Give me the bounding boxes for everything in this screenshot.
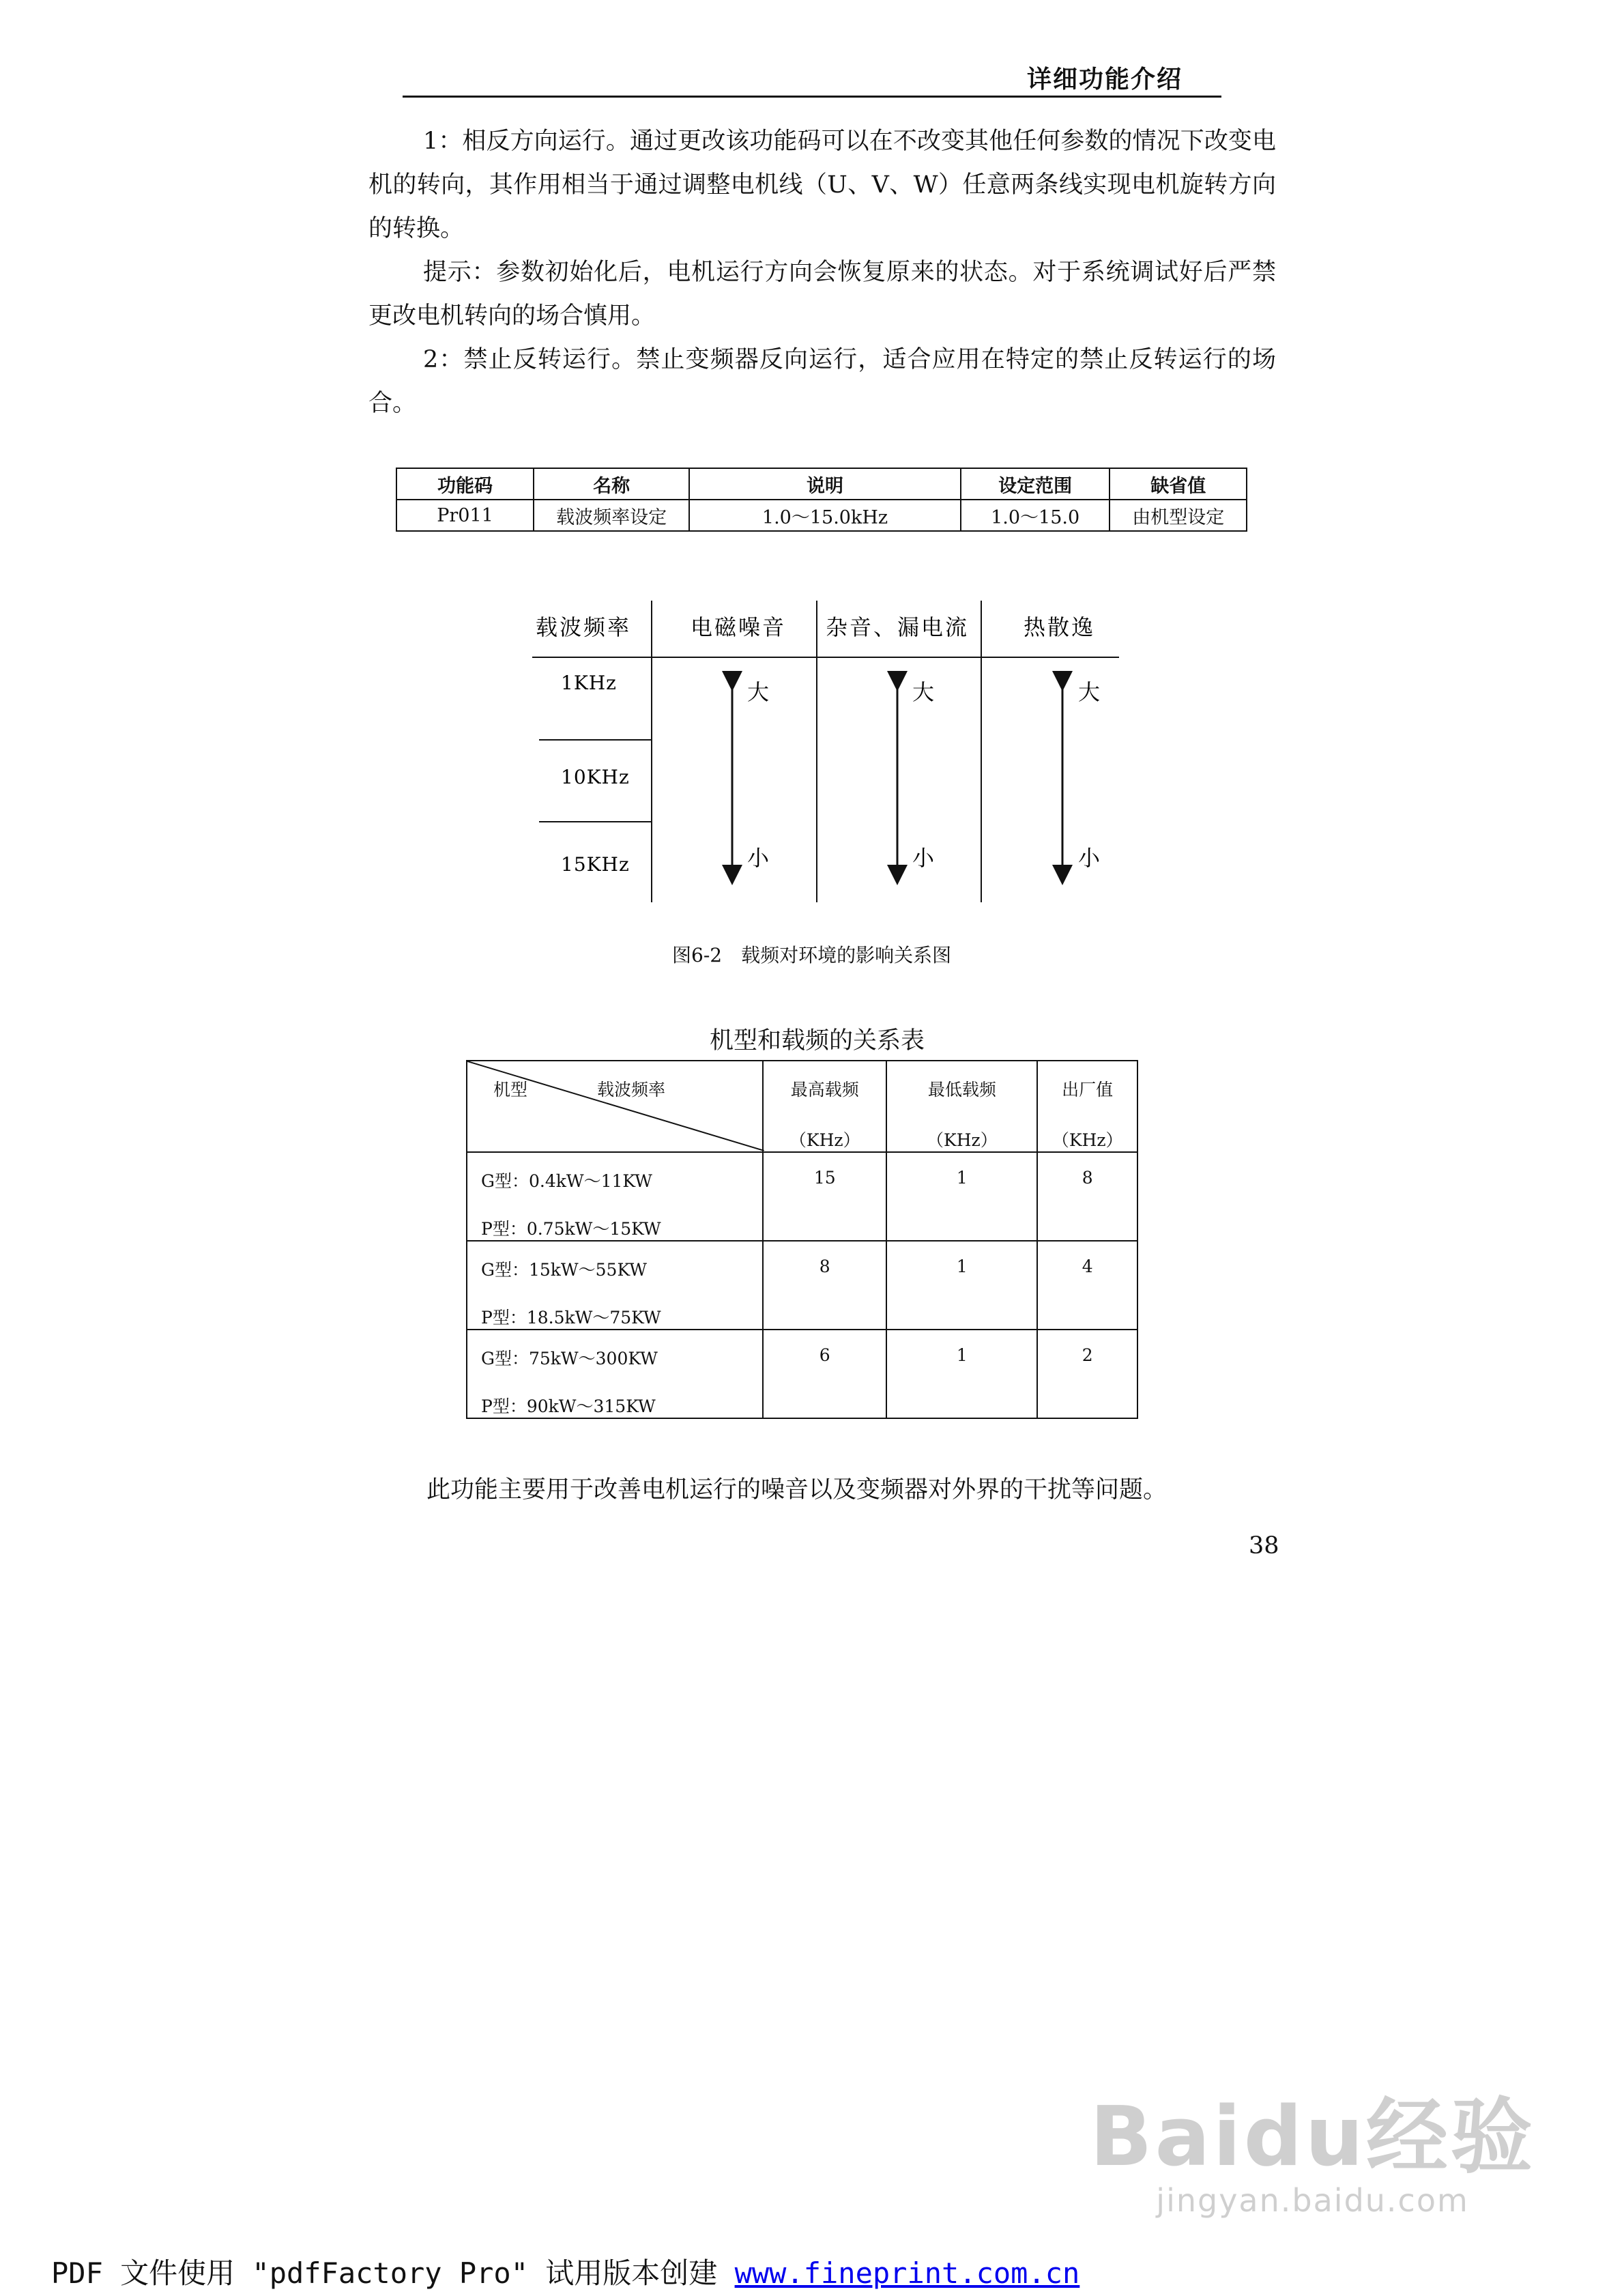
freq-label-10k: 10KHz	[561, 766, 630, 788]
table-header-cell: 说明	[689, 468, 961, 500]
watermark-url: jingyan.baidu.com	[1156, 2182, 1469, 2219]
table-cell: 1.0～15.0kHz	[689, 500, 961, 531]
label-small: 小	[912, 845, 937, 871]
label-small: 小	[1078, 845, 1103, 871]
min-cell: 1	[886, 1241, 1037, 1330]
footer-link[interactable]: www.fineprint.com.cn	[734, 2256, 1080, 2290]
label-big: 大	[747, 679, 772, 705]
paragraph-note: 提示：参数初始化后，电机运行方向会恢复原来的状态。对于系统调试好后严禁更改电机转向的场合慎用。	[368, 259, 1276, 330]
baidu-watermark	[1090, 2071, 1535, 2219]
default-cell: 4	[1037, 1241, 1137, 1330]
closing-paragraph: 此功能主要用于改善电机运行的噪音以及变频器对外界的干扰等问题。	[426, 1476, 1168, 1504]
diagonal-header-cell	[467, 1061, 763, 1152]
paragraph-forbid-reverse: 2：禁止反转运行。禁止变频器反向运行，适合应用在特定的禁止反转运行的场合。	[368, 346, 1276, 417]
diagonal-line	[467, 1061, 764, 1151]
header-cell-default: 出厂值 （KHz）	[1037, 1061, 1137, 1152]
paragraph-reverse-run: 1：相反方向运行。通过更改该功能码可以在不改变其他任何参数的情况下改变电机的转向，其作用相当于通过调整电机线（U、V、W）任意两条线实现电机旋转方向的转换。	[368, 128, 1276, 242]
table-row	[467, 1152, 1137, 1241]
model-cell: G型：75kW～300KW P型：90kW～315KW	[467, 1330, 763, 1418]
function-code-table	[396, 468, 1247, 532]
max-cell: 8	[763, 1241, 886, 1330]
page-header-title: 详细功能介绍	[1027, 66, 1183, 94]
default-cell: 8	[1037, 1152, 1137, 1241]
table-header-cell: 功能码	[396, 468, 534, 500]
table-header-cell: 名称	[534, 468, 689, 500]
model-carrier-relation-table	[466, 1060, 1138, 1419]
watermark-logo: Baidu经验	[1090, 2090, 1535, 2185]
table-header-row	[467, 1061, 1137, 1152]
table-cell: 由机型设定	[1110, 500, 1247, 531]
diagram-header-freq: 载波频率	[536, 614, 632, 640]
diagram-caption: 图6-2 载频对环境的影响关系图	[672, 944, 952, 966]
carrier-frequency-diagram	[519, 601, 1133, 915]
min-cell: 1	[886, 1152, 1037, 1241]
table-cell: 1.0～15.0	[961, 500, 1110, 531]
freq-label-15k: 15KHz	[561, 853, 630, 876]
diagram-header-heat: 热散逸	[1024, 614, 1096, 640]
header-cell-max: 最高载频 （KHz）	[763, 1061, 886, 1152]
table-cell: 载波频率设定	[534, 500, 689, 531]
table-header-cell: 缺省值	[1110, 468, 1247, 500]
diag-label-carrier: 载波频率	[597, 1080, 666, 1100]
label-big: 大	[1078, 679, 1103, 705]
model-cell: G型：15kW～55KW P型：18.5kW～75KW	[467, 1241, 763, 1330]
header-rule	[403, 96, 1221, 98]
table-row	[396, 500, 1247, 531]
table-row	[467, 1241, 1137, 1330]
relation-table-title: 机型和载频的关系表	[710, 1027, 925, 1054]
diag-label-model: 机型	[493, 1080, 528, 1100]
body-text	[368, 119, 1276, 425]
label-small: 小	[747, 845, 772, 871]
table-header-cell: 设定范围	[961, 468, 1110, 500]
diagram-header-noise: 杂音、漏电流	[826, 614, 970, 640]
model-cell: G型：0.4kW～11KW P型：0.75kW～15KW	[467, 1152, 763, 1241]
pdf-footer	[51, 2251, 1079, 2292]
label-big: 大	[912, 679, 937, 705]
header-cell-min: 最低载频 （KHz）	[886, 1061, 1037, 1152]
diagram-header-emi: 电磁噪音	[691, 614, 787, 640]
table-row	[467, 1330, 1137, 1418]
table-cell: Pr011	[396, 500, 534, 531]
freq-label-1k: 1KHz	[561, 672, 617, 694]
min-cell: 1	[886, 1330, 1037, 1418]
max-cell: 6	[763, 1330, 886, 1418]
footer-text: PDF 文件使用 "pdfFactory Pro" 试用版本创建	[51, 2256, 735, 2290]
max-cell: 15	[763, 1152, 886, 1241]
default-cell: 2	[1037, 1330, 1137, 1418]
page-number: 38	[1249, 1532, 1279, 1560]
